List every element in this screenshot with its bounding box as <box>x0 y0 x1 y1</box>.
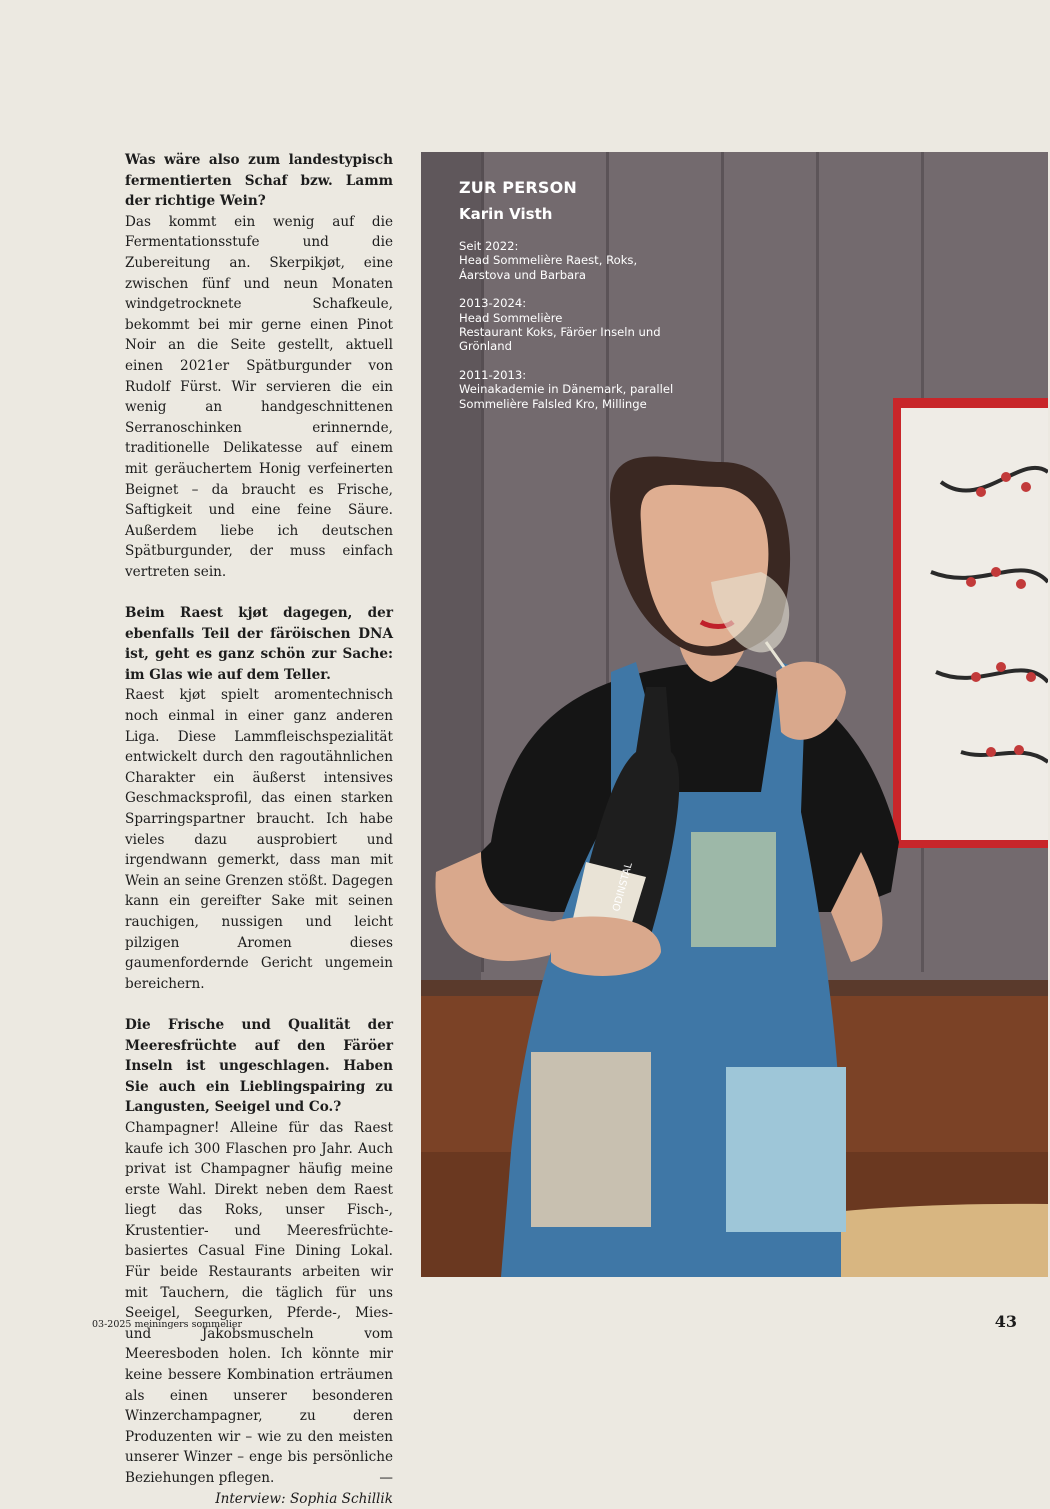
answer-2: Raest kjøt spielt aromentechnisch noch einmal in einer ganz anderen Liga. Diese Lammfleischspezialität entwickelt durch den ragoutähnlichen Charakter ein äußerst intensives Geschmacksprofil, das einen starken Sparringspartner braucht. Ich habe vieles dazu ausprobiert und irgendwann gemerkt, dass man mit Wein an seine Grenzen stößt. Dagegen kann ein gereifter Sake mit seinen rauchigen, nussigen und leicht pilzigen Aromen dieses gaumenfordernde Gericht ungemein bereichern. <box>125 687 393 992</box>
question-1: Was wäre also zum landestypisch fermentierten Schaf bzw. Lamm der richtige Wein? <box>125 152 393 210</box>
page-number: 43 <box>994 1312 1017 1331</box>
bio-name: Karin Visth <box>459 205 553 223</box>
end-mark: — <box>379 1470 393 1486</box>
footer-publication: 03-2025 meiningers sommelier <box>92 1319 243 1330</box>
question-2: Beim Raest kjøt dagegen, der ebenfalls Teil der färöischen DNA ist, geht es ganz schön zur Sache: im Glas wie auf dem Teller. <box>125 605 393 683</box>
bio-box <box>459 178 759 425</box>
article-column <box>125 150 393 1509</box>
portrait-photo <box>421 152 1048 1277</box>
answer-3-text: Champagner! Alleine für das Raest kaufe ich 300 Flaschen pro Jahr. Auch privat ist Champagner häufig meine erste Wahl. Direkt neben dem Raest liegt das Roks, unser Fisch-, Krustentier- und Meeresfrüchte-basiertes Casual Fine Dining Lokal. Für beide Restaurants arbeiten wir mit Tauchern, die täglich für uns Seeigel, Seegurken, Pferde-, Mies- und Jakobsmuscheln vom Meeresboden holen. Ich könnte mir keine bessere Kombination erträumen als einen unserer besonderen Winzerchampagner, zu deren Produzenten wir – wie zu den meisten unserer Winzer – enge bis persönliche Beziehungen pflegen. <box>125 1119 393 1486</box>
bio-entry-2: 2013-2024: Head Sommelière Restaurant Koks, Färöer Inseln und Grönland <box>459 296 661 354</box>
answer-3 <box>125 1118 393 1489</box>
answer-1: Das kommt ein wenig auf die Fermentationsstufe und die Zubereitung an. Skerpikjøt, eine zwischen fünf und neun Monaten windgetrocknete Schafkeule, bekommt bei mir gerne einen Pinot Noir an die Seite gestellt, aktuell einen 2021er Spätburgunder von Rudolf Fürst. Wir servieren die ein wenig an handgeschnittenen Serranoschinken erinnernde, traditionelle Delikatesse auf einem mit geräuchertem Honig verfeinerten Beignet – da braucht es Frische, Saftigkeit und eine feine Säure. Außerdem liebe ich deutschen Spätburgunder, der muss einfach vertreten sein. <box>125 213 393 580</box>
bio-entry-3: 2011-2013: Weinakademie in Dänemark, parallel Sommelière Falsled Kro, Millinge <box>459 367 674 411</box>
bio-entry-1: Seit 2022: Head Sommelière Raest, Roks, Áarstova und Barbara <box>459 239 638 282</box>
question-3: Die Frische und Qualität der Meeresfrüchte auf den Färöer Inseln ist ungeschlagen. Haben Sie auch ein Lieblingspairing zu Langusten, Seeigel und Co.? <box>125 1016 393 1116</box>
bio-heading: ZUR PERSON <box>459 178 577 197</box>
bottle-label: ODINSTAL <box>611 861 635 913</box>
interview-credit: Interview: Sophia Schillik <box>215 1490 393 1507</box>
